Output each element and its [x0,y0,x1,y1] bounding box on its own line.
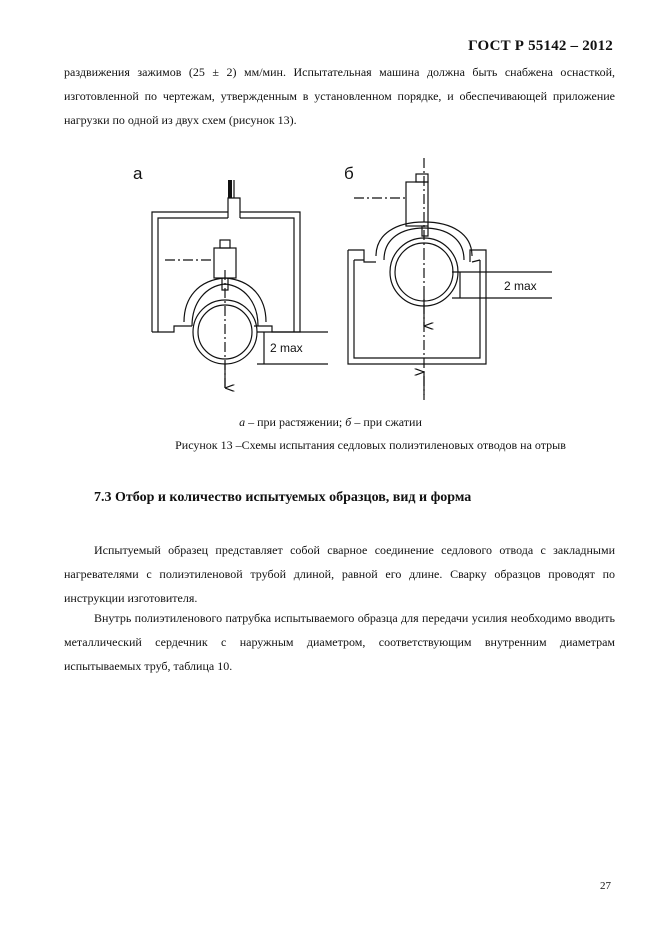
scheme-a-frame [152,212,300,332]
scheme-b-base [348,250,486,364]
paragraph: Внутрь полиэтиленового патрубка испытываемого образца для передачи усилия необходимо вводить металлический сердечник с наружным диаметром, соответствующим внутренним диаметрам испытываемых труб, таблица 10. [64,611,615,673]
section-heading: 7.3 Отбор и количество испытуемых образцов, вид и форма [94,490,472,505]
page-number: 27 [600,880,611,892]
figure-caption: Рисунок 13 –Схемы испытания седловых полиэтиленовых отводов на отрыв [175,438,566,452]
scheme-b [344,158,552,400]
scheme-b-label: б [344,164,354,183]
scheme-a-label: а [133,164,143,183]
intro-paragraph: раздвижения зажимов (25 ± 2) мм/мин. Испытательная машина должна быть снабжена оснасткой, изготовленной по чертежам, утвержденным в установленном порядке, и обеспечивающей приложение нагрузки по одной из двух схем (рисунок 13). [64,65,615,127]
figure-legend [0,415,661,430]
scheme-a-dimension-label: 2 max [270,341,303,355]
document-header: ГОСТ Р 55142 – 2012 [468,38,613,54]
legend-b-letter: б [345,415,352,429]
paragraph: Испытуемый образец представляет собой сварное соединение седлового отвода с закладными нагревателями с полиэтиленовой трубой длиной, равной его длине. Сварку образцов проводят по инструкции изготовителя. [64,543,615,605]
legend-a-text: – при растяжении; [245,415,346,429]
figure-13-diagram [133,150,560,415]
legend-b-text: – при сжатии [351,415,422,429]
legend-a-letter: а [239,415,246,429]
scheme-a [133,164,328,390]
scheme-b-dimension-label: 2 max [504,279,537,293]
scheme-b-clamp-block [406,182,428,226]
